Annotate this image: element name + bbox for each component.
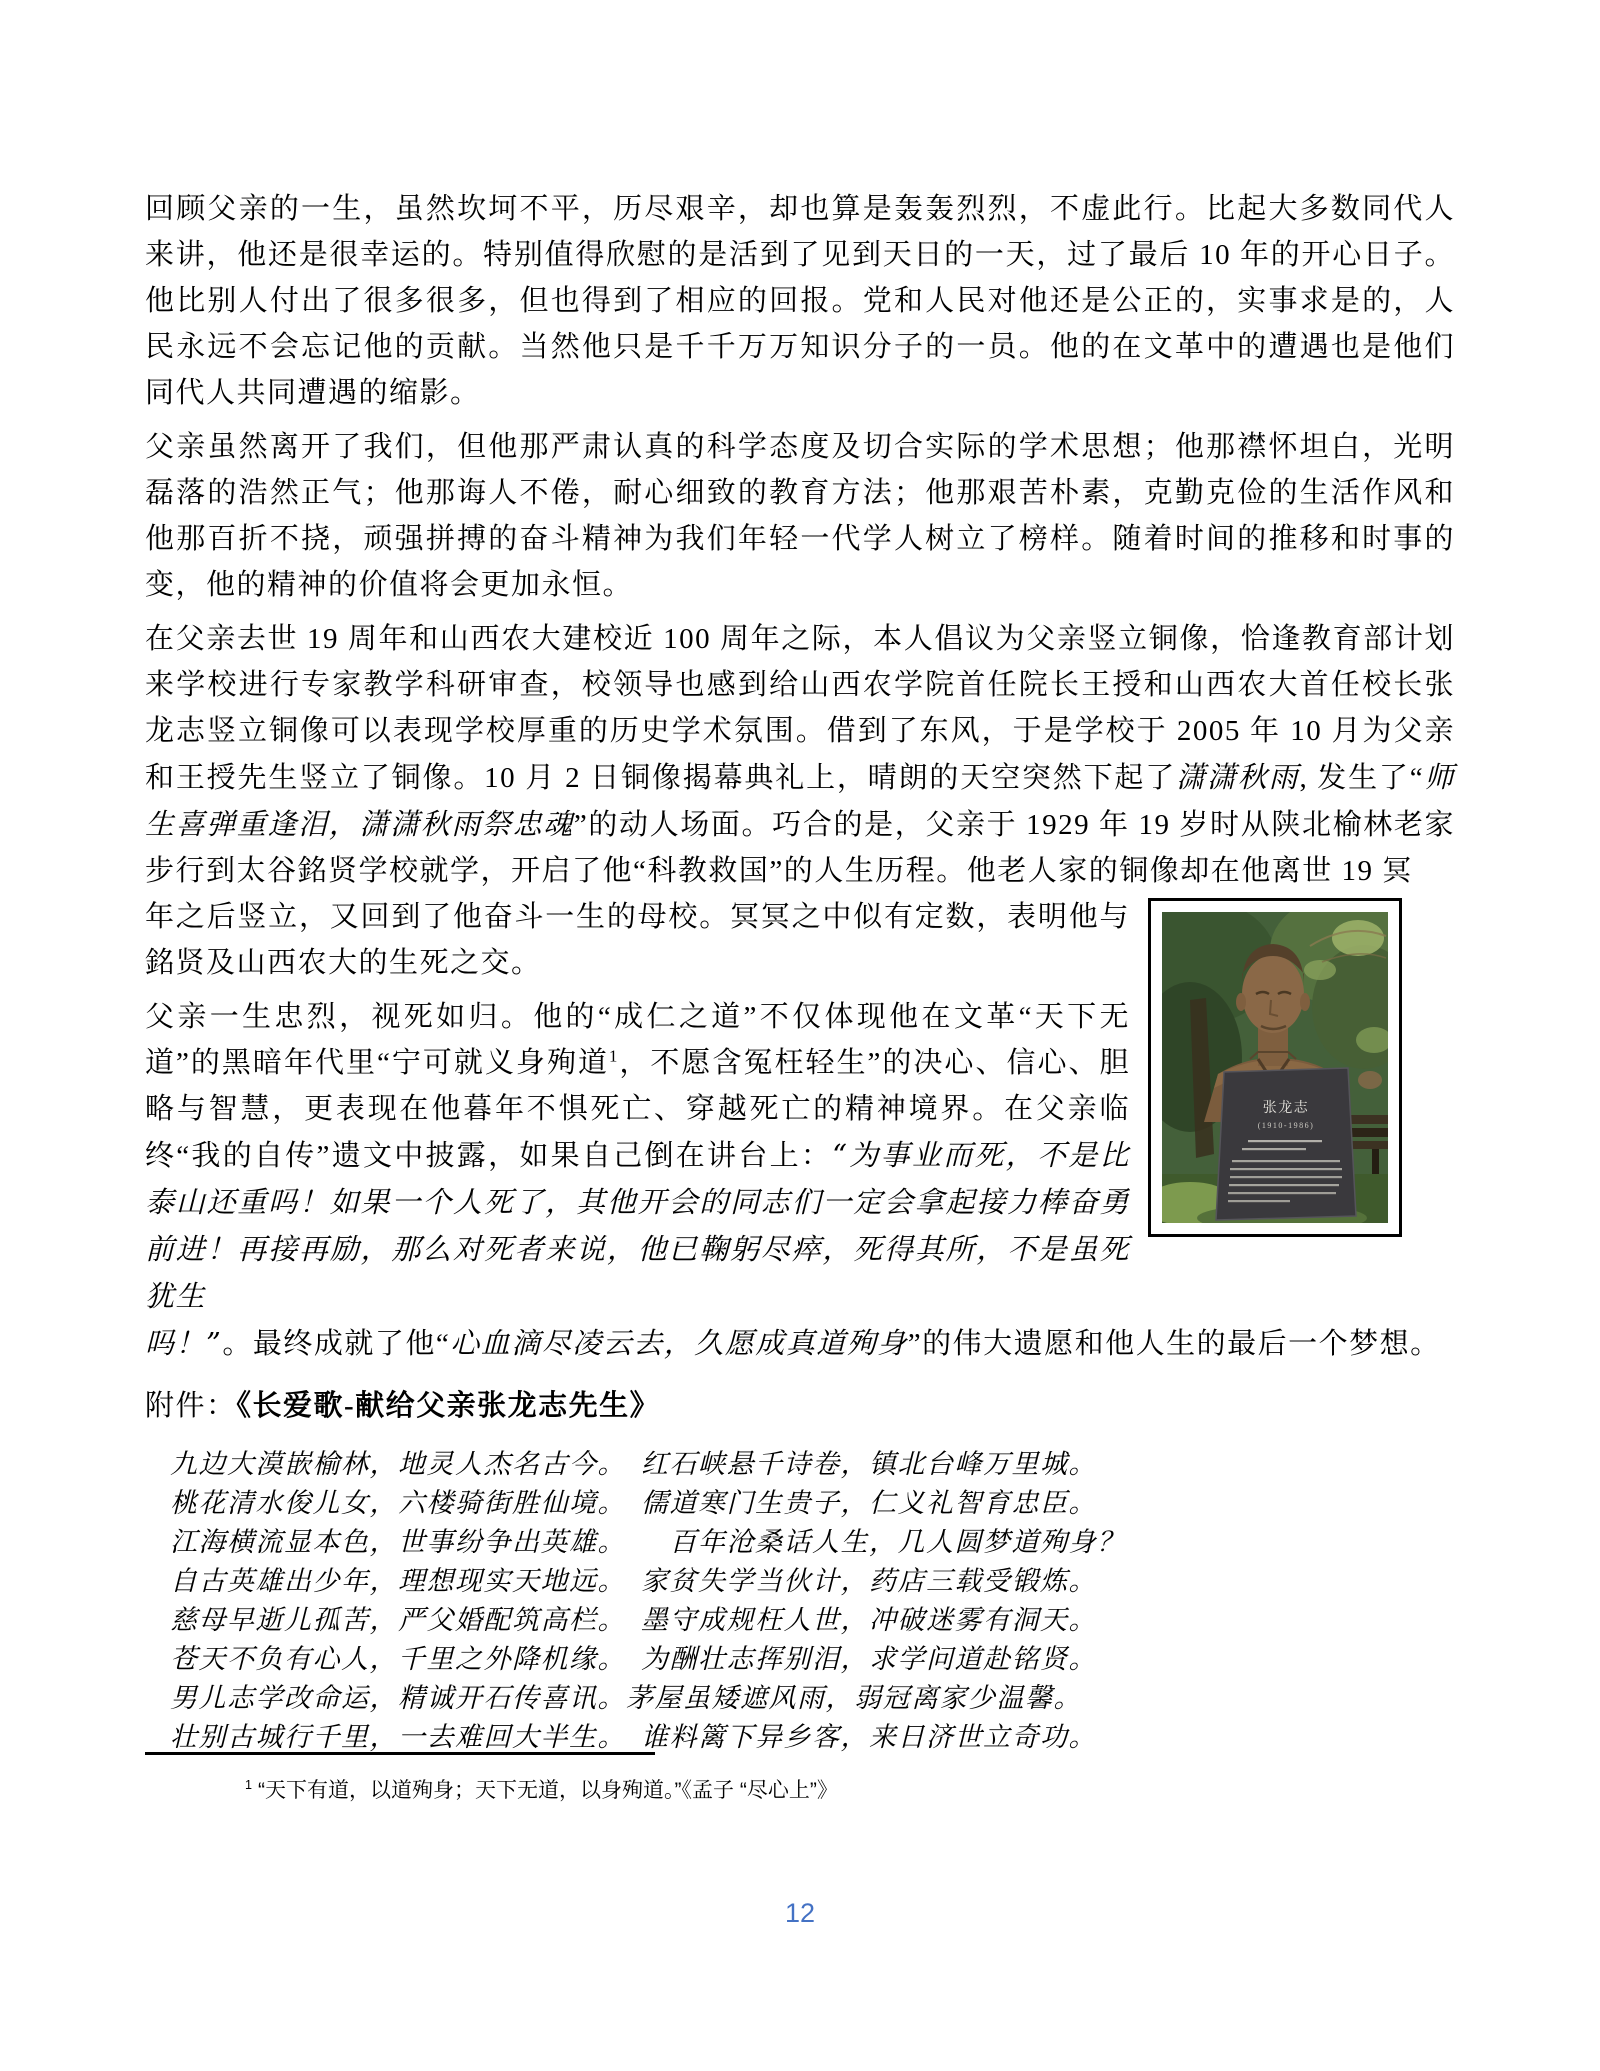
document-body	[145, 186, 1455, 1757]
footnote-ref: 1	[245, 1778, 253, 1792]
body-text: 父亲虽然离开了我们，但他那严肃认真的科学态度及切合实际的学术思想；他那襟怀坦白，光明磊落的浩然正气；他那诲人不倦，耐心细致的教育方法；他那艰苦朴素，克勤克俭的生活作风和他那百折不挠，顽强拼搏的奋斗精神为我们年轻一代学人树立了榜样。随着时间的推移和时事的变，他的精神的价值将会更加永恒。	[145, 431, 1455, 601]
body-text: ”的动人场面。巧合的是，父亲于 1929 年 19 岁时从陕北榆林老家步行到太谷銘贤学校就学，开启了他“科教救国”的人生历程。他老人家的铜像却在他离世 19 冥	[145, 809, 1455, 887]
attachment-label: 附件：	[145, 1390, 237, 1422]
bronze-bust-illustration	[1162, 912, 1388, 1223]
plaque-dates: (1910-1986)	[1257, 1121, 1315, 1130]
footnote-marker: 1	[608, 1046, 619, 1066]
footnote-separator	[145, 1752, 655, 1755]
paragraph-1-text	[145, 186, 1455, 416]
poem-line: 九边大漠嵌榆林，地灵人杰名古今。 红石峡悬千诗卷，镇北台峰万里城。	[170, 1449, 1097, 1480]
body-text: 回顾父亲的一生，虽然坎坷不平，历尽艰辛，却也算是轰轰烈烈，不虚此行。比起大多数同代人来讲，他还是很幸运的。特别值得欣慰的是活到了见到天日的一天，过了最后 10 年的开心日子。他比别人付出了很多很多，但也得到了相应的回报。党和人民对他还是公正的，实事求是的，人民永远不会忘记他的贡献。当然他只是千千万万知识分子的一员。他的在文革中的遭遇也是他们同代人共同遭遇的缩影。	[145, 193, 1455, 409]
paragraph-2-text	[145, 424, 1455, 608]
poem-line: 自古英雄出少年，理想现实天地远。 家贫失学当伙计，药店三载受锻炼。	[170, 1566, 1097, 1597]
bronze-bust-photo	[1148, 898, 1402, 1237]
page-number: 12	[784, 1898, 816, 1928]
body-text: 。最终成就了他“	[222, 1328, 451, 1360]
attachment-title: 《长爱歌-献给父亲张龙志先生》	[236, 1390, 661, 1422]
poem-line: 慈母早逝儿孤苦，严父婚配筑高栏。 墨守成规枉人世，冲破迷雾有洞天。	[170, 1605, 1097, 1636]
quoted-kai-text: 师生喜弹重逢泪，潇潇秋雨祭忠魂	[145, 760, 1455, 841]
quoted-kai-text: “为事业而死，不是比泰山还重吗！如果一个人死了，其他开会的同志们一定会拿起接力棒奋勇前进！再接再励，那么对死者来说，他已鞠躬尽瘁，死得其所，不是虽死犹生	[145, 1138, 1131, 1313]
paragraph-4-text-b	[145, 1320, 1455, 1367]
poem-line: 江海横流显本色，世事纷争出英雄。 百年沧桑话人生，几人圆梦道殉身？	[170, 1527, 1126, 1558]
poem-line: 苍天不负有心人，千里之外降机缘。 为酬壮志挥别泪，求学问道赴铭贤。	[170, 1644, 1097, 1675]
paragraph-2	[145, 424, 1455, 608]
quoted-kai-text: 潇潇秋雨	[1176, 760, 1300, 794]
plaque-title: 张龙志	[1262, 1101, 1310, 1116]
body-text: 父亲一生忠烈，视死如归。他的“成仁之道”不仅体现他在文革“天下无道”的黑暗年代里“宁可就义身殉道	[145, 1001, 1130, 1079]
body-text: ”的伟大遗愿和他人生的最后一个梦想。	[907, 1328, 1441, 1360]
poem	[170, 1445, 1455, 1757]
attachment-line	[145, 1383, 1455, 1429]
paragraph-1	[145, 186, 1455, 416]
footnote	[245, 1774, 1345, 1804]
body-text: 年之后竖立，又回到了他奋斗一生的母校。冥冥之中似有定数，表明他与銘贤及山西农大的生死之交。	[145, 901, 1130, 979]
paragraph-3-text-a	[145, 616, 1455, 894]
footnote-text: “天下有道，以道殉身；天下无道，以身殉道。”《孟子 “尽心上”》	[258, 1779, 838, 1802]
quoted-kai-text: 心血滴尽凌云去，久愿成真道殉身	[450, 1326, 908, 1360]
body-text: , 发生了“	[1299, 762, 1425, 794]
poem-line: 男儿志学改命运，精诚开石传喜讯。茅屋虽矮遮风雨，弱冠离家少温馨。	[170, 1683, 1082, 1714]
body-text: 在父亲去世 19 周年和山西农大建校近 100 周年之际，本人倡议为父亲竖立铜像，恰逢教育部计划来学校进行专家教学科研审查，校领导也感到给山西农学院首任院长王授和山西农大首任校长张龙志竖立铜像可以表现学校厚重的历史学术氛围。借到了东风，于是学校于 2005 年 10 月为父亲和王授先生竖立了铜像。10 月 2 日铜像揭幕典礼上，晴朗的天空突然下起了	[145, 623, 1455, 794]
body-text: ，不愿含冤枉轻生”的决心、信心、胆略与智慧，更表现在他暮年不惧死亡、穿越死亡的精神境界。在父亲临终“我的自传”遗文中披露，如果自己倒在讲台上：	[145, 1047, 1131, 1172]
poem-line: 壮别古城行千里，一去难回大半生。 谁料篱下异乡客，来日济世立奇功。	[170, 1722, 1097, 1753]
quoted-kai-text: 吗！”	[145, 1326, 223, 1360]
poem-line: 桃花清水俊儿女，六楼骑街胜仙境。 儒道寒门生贵子，仁义礼智育忠臣。	[170, 1488, 1097, 1519]
